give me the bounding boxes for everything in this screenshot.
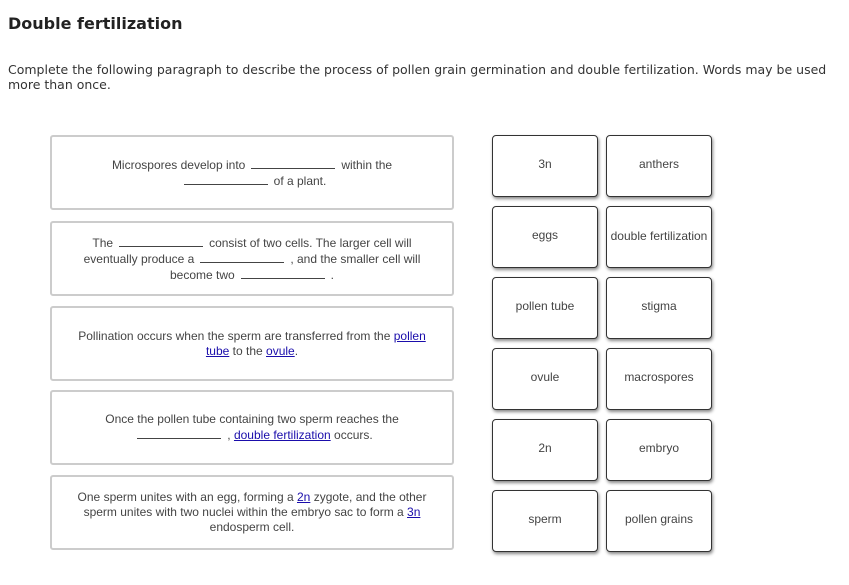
answer-tile[interactable]: sperm [492, 490, 598, 552]
blank-drop-target[interactable] [119, 235, 203, 247]
sentence-drop-box [50, 390, 454, 465]
answer-tile[interactable]: ovule [492, 348, 598, 410]
sentence-text [72, 235, 432, 283]
sentence-text [72, 157, 432, 189]
sentence-fragment: occurs. [330, 428, 373, 442]
filled-answer[interactable]: ovule [266, 343, 295, 358]
filled-answer[interactable]: pollen tube [205, 328, 426, 358]
blank-drop-target[interactable] [200, 251, 284, 263]
answer-tile[interactable]: double fertilization [606, 206, 712, 268]
answer-tile[interactable]: pollen tube [492, 277, 598, 339]
instructions: Complete the following paragraph to describe the process of pollen grain germination and double fertilization. Words may be used more than once. [8, 62, 827, 92]
sentence-fragment: The [92, 235, 114, 250]
sentence-fragment: , and the smaller cell will become two [169, 251, 421, 282]
sentence-text [72, 329, 432, 359]
sentence-fragment: . [330, 267, 335, 282]
blank-drop-target[interactable] [137, 427, 221, 439]
sentence-fragment: to the [229, 343, 267, 358]
sentence-fragment: , [227, 428, 234, 442]
sentence-fragment: Once the pollen tube containing two sperm reaches the [105, 412, 399, 426]
answer-tile[interactable]: stigma [606, 277, 712, 339]
blank-drop-target[interactable] [184, 173, 268, 185]
sentence-fragment: One sperm unites with an egg, forming a [77, 490, 297, 504]
sentence-fragment: zygote, and the other sperm unites with two nuclei within the embryo sac to form a [83, 490, 427, 519]
answer-tile[interactable]: embryo [606, 419, 712, 481]
sentence-fragment: endosperm cell. [209, 520, 295, 534]
sentence-drop-box [50, 135, 454, 210]
answer-tile[interactable]: anthers [606, 135, 712, 197]
sentence-fragment: of a plant. [273, 173, 327, 188]
answer-tile[interactable]: macrospores [606, 348, 712, 410]
answer-tile[interactable]: pollen grains [606, 490, 712, 552]
sentence-drop-box [50, 306, 454, 381]
sentence-fragment: consist of two cells. The larger cell will eventually produce a [83, 235, 412, 266]
answer-tile[interactable]: 3n [492, 135, 598, 197]
sentence-drop-box [50, 475, 454, 550]
filled-answer[interactable]: double fertilization [233, 428, 331, 442]
blank-drop-target[interactable] [251, 157, 335, 169]
sentence-drop-box [50, 221, 454, 296]
filled-answer[interactable]: 2n [297, 490, 311, 504]
sentence-fragment: Pollination occurs when the sperm are transferred from the [78, 328, 394, 343]
blank-drop-target[interactable] [241, 267, 325, 279]
page-title: Double fertilization [8, 14, 183, 33]
filled-answer[interactable]: 3n [407, 505, 421, 519]
answer-tile[interactable]: 2n [492, 419, 598, 481]
sentence-fragment: Microspores develop into [111, 157, 246, 172]
sentence-fragment: . [294, 343, 299, 358]
sentence-text [72, 412, 432, 443]
sentence-text [72, 490, 432, 535]
answer-tile[interactable]: eggs [492, 206, 598, 268]
sentence-fragment: within the [341, 157, 393, 172]
